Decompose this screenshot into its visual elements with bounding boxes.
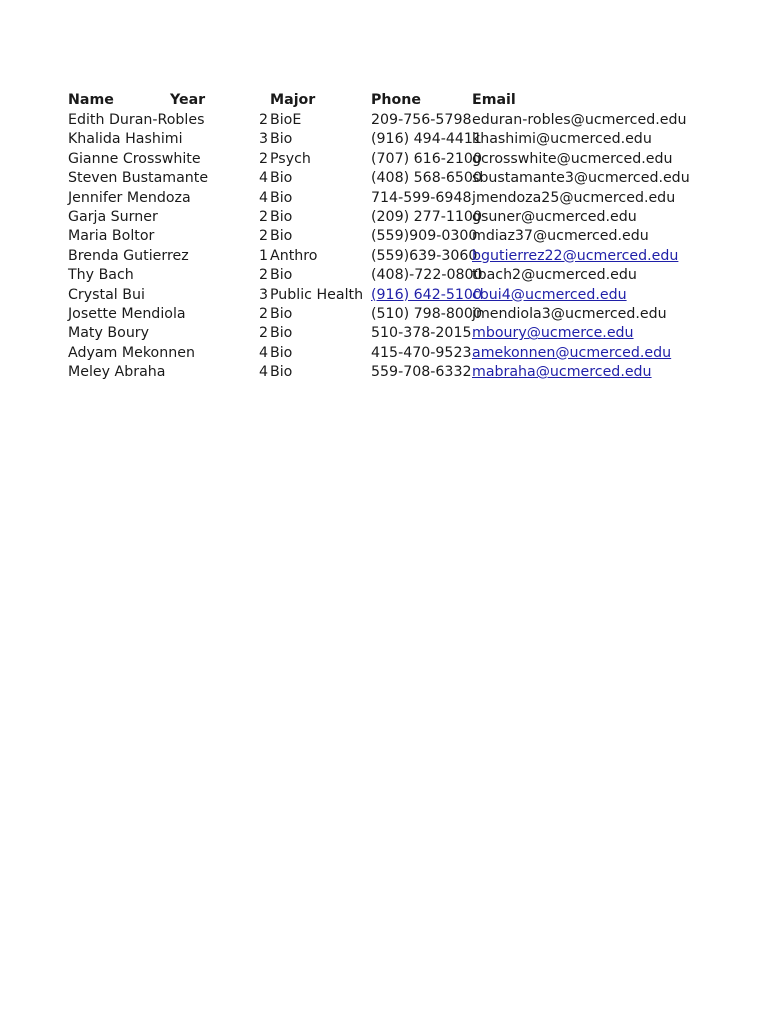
cell-phone: 559-708-6332	[371, 364, 472, 381]
cell-email: tbach2@ucmerced.edu	[472, 267, 637, 284]
table-row	[68, 189, 675, 208]
cell-phone: (209) 277-1100	[371, 208, 482, 225]
header-year: Year	[170, 92, 206, 108]
cell-year: 2	[258, 150, 268, 167]
cell-major: Bio	[270, 305, 293, 322]
cell-major: Bio	[270, 364, 293, 381]
cell-phone: 714-599-6948	[371, 189, 472, 206]
cell-year: 4	[258, 170, 268, 187]
cell-year: 2	[258, 208, 268, 225]
cell-year: 1	[258, 247, 268, 264]
cell-phone: (408) 568-6500	[371, 170, 482, 187]
cell-name: Edith Duran-Robles	[68, 112, 205, 128]
header-name: Name	[68, 92, 114, 108]
cell-year: 2	[258, 112, 268, 128]
cell-phone: (559)639-3060	[371, 247, 478, 264]
header-phone: Phone	[371, 92, 421, 108]
cell-name: Steven Bustamante	[68, 170, 209, 187]
cell-name: Crystal Bui	[68, 286, 145, 303]
cell-year: 3	[258, 286, 268, 303]
cell-major: Bio	[270, 228, 293, 245]
cell-year: 4	[258, 344, 268, 361]
cell-email-link[interactable]: mboury@ucmerce.edu	[472, 325, 634, 342]
cell-phone: (916) 494-4411	[371, 131, 482, 148]
cell-email: eduran-robles@ucmerced.edu	[472, 112, 687, 128]
cell-phone-link[interactable]: (916) 642-5100	[371, 286, 482, 303]
cell-major: Bio	[270, 170, 293, 187]
cell-major: Bio	[270, 208, 293, 225]
cell-major: Bio	[270, 267, 293, 284]
header-row	[68, 91, 675, 111]
cell-email-link[interactable]: amekonnen@ucmerced.edu	[472, 344, 672, 361]
cell-name: Brenda Gutierrez	[68, 247, 189, 264]
cell-email: jmendoza25@ucmerced.edu	[472, 189, 676, 206]
table-row	[68, 324, 675, 343]
table-row	[68, 111, 687, 130]
table-row	[68, 130, 675, 149]
table-row	[68, 363, 675, 382]
cell-major: Bio	[270, 189, 293, 206]
cell-email-link[interactable]: bgutierrez22@ucmerced.edu	[472, 247, 679, 264]
cell-name: Garja Surner	[68, 208, 158, 225]
cell-year: 4	[258, 364, 268, 381]
cell-email-link[interactable]: cbui4@ucmerced.edu	[472, 286, 627, 303]
cell-email: gsuner@ucmerced.edu	[472, 208, 637, 225]
header-major: Major	[270, 92, 316, 108]
table-row	[68, 247, 679, 266]
cell-year: 2	[258, 325, 268, 342]
cell-phone: 415-470-9523	[371, 344, 472, 361]
cell-phone: 510-378-2015	[371, 325, 472, 342]
cell-name: Meley Abraha	[68, 364, 166, 381]
cell-major: Anthro	[270, 247, 318, 264]
cell-major: Bio	[270, 131, 293, 148]
cell-name: Jennifer Mendoza	[68, 189, 191, 206]
spreadsheet-table	[68, 91, 690, 382]
cell-email: gcrosswhite@ucmerced.edu	[472, 150, 673, 167]
cell-phone: (559)909-0300	[371, 228, 478, 245]
table-row	[68, 344, 675, 363]
cell-phone: (707) 616-2100	[371, 150, 482, 167]
table-row	[68, 169, 690, 188]
table-row	[68, 208, 675, 227]
cell-year: 4	[258, 189, 268, 206]
cell-year: 2	[258, 228, 268, 245]
table-body	[68, 111, 690, 382]
cell-year: 2	[258, 305, 268, 322]
cell-email: jmendiola3@ucmerced.edu	[472, 305, 667, 322]
cell-year: 2	[258, 267, 268, 284]
cell-major: BioE	[270, 112, 302, 128]
cell-name: Maria Boltor	[68, 228, 155, 245]
cell-major: Psych	[270, 150, 311, 167]
table-row	[68, 305, 675, 324]
table-row	[68, 286, 675, 305]
cell-major: Bio	[270, 325, 293, 342]
table-row	[68, 266, 675, 285]
cell-name: Maty Boury	[68, 325, 150, 342]
cell-phone: (408)-722-0800	[371, 267, 483, 284]
cell-email: mdiaz37@ucmerced.edu	[472, 228, 649, 245]
table-row	[68, 227, 675, 246]
cell-major: Bio	[270, 344, 293, 361]
cell-name: Gianne Crosswhite	[68, 150, 201, 167]
table-row	[68, 150, 675, 169]
cell-major: Public Health	[270, 286, 364, 303]
cell-email-link[interactable]: mabraha@ucmerced.edu	[472, 364, 652, 381]
cell-phone: 209-756-5798	[371, 112, 472, 128]
cell-name: Josette Mendiola	[68, 305, 186, 322]
cell-phone: (510) 798-8000	[371, 305, 482, 322]
cell-name: Thy Bach	[68, 267, 134, 284]
cell-email: sbustamante3@ucmerced.edu	[472, 170, 690, 187]
cell-year: 3	[258, 131, 268, 148]
cell-name: Khalida Hashimi	[68, 131, 183, 148]
cell-name: Adyam Mekonnen	[68, 344, 195, 361]
cell-email: khashimi@ucmerced.edu	[472, 131, 652, 148]
header-email: Email	[472, 92, 516, 108]
